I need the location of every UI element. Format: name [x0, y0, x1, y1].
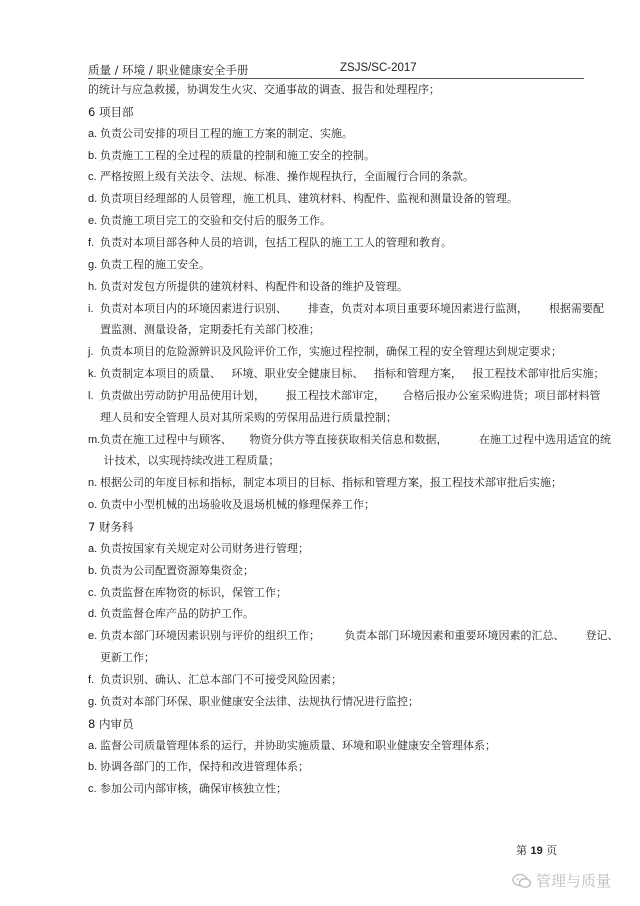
line-text: 负责对本项目部各种人员的培训，包括工程队的施工工人的管理和教育。	[100, 235, 452, 249]
line-text: 6 项目部	[88, 104, 134, 119]
line-text: 理人员和安全管理人员对其所采购的劳保用品进行质量控制；	[100, 410, 397, 424]
text-line	[100, 651, 600, 665]
text-line	[100, 323, 600, 337]
text-line	[88, 127, 588, 141]
text-line	[88, 629, 619, 643]
page-number-prefix: 第	[516, 844, 527, 857]
text-line	[88, 586, 588, 600]
item-marker: o.	[88, 499, 98, 512]
watermark-text: 管理与质量	[536, 872, 612, 890]
text-line	[88, 83, 588, 97]
line-text: 负责对本部门环保、职业健康安全法律、法规执行情况进行监控；	[100, 694, 419, 708]
text-line	[88, 564, 588, 578]
line-text: 计技术，以实现持续改进工程质量；	[100, 454, 280, 468]
line-text: 负责本项目的危险源辨识及风险评价工作，实施过程控制，确保工程的安全管理达到规定要求；	[100, 345, 562, 359]
section-heading	[88, 717, 588, 731]
text-line	[88, 345, 588, 359]
item-marker: b.	[88, 564, 98, 577]
text-line	[88, 607, 588, 621]
line-text: 参加公司内部审核，确保审核独立性；	[100, 782, 287, 796]
text-line	[88, 476, 588, 490]
line-text: 负责按国家有关规定对公司财务进行管理；	[100, 541, 309, 555]
item-marker: c.	[88, 783, 97, 796]
item-marker: d.	[88, 608, 98, 621]
doc-code: ZSJS/SC-2017	[340, 62, 417, 74]
line-text: 负责监督仓库产品的防护工作。	[100, 607, 254, 621]
text-line	[88, 542, 588, 556]
line-text: 负责对本项目内的环境因素进行识别、 排查，负责对本项目重要环境因素进行监测， 根据需要配	[100, 301, 604, 315]
line-text: 负责制定本项目的质量、 环境、职业安全健康目标、 指标和管理方案， 报工程技术部审批后实施；	[100, 367, 605, 381]
text-line	[88, 301, 604, 316]
text-line	[88, 695, 588, 709]
header-divider	[88, 78, 584, 79]
line-text: 监督公司质量管理体系的运行，并协助实施质量、环境和职业健康安全管理体系；	[100, 738, 496, 752]
text-line	[88, 498, 588, 512]
text-line	[88, 170, 588, 184]
item-marker: f.	[88, 236, 95, 249]
item-marker: a.	[88, 739, 98, 752]
item-marker: h.	[88, 280, 98, 293]
line-text: 负责在施工过程中与顾客、 物资分供方等直接获取相关信息和数据， 在施工过程中选用适宜的统	[100, 432, 611, 446]
item-marker: n.	[88, 477, 98, 490]
line-text: 严格按照上级有关法令、法规、标准、操作规程执行，全面履行合同的条款。	[100, 170, 474, 184]
line-text: 根据公司的年度目标和指标，制定本项目的目标、指标和管理方案，报工程技术部审批后实施；	[100, 476, 562, 490]
line-text: 负责为公司配置资源筹集资金；	[100, 563, 254, 577]
page-number	[516, 842, 557, 858]
item-marker: k.	[88, 368, 97, 381]
text-line	[100, 454, 600, 468]
watermark	[512, 870, 611, 891]
text-line	[88, 388, 601, 403]
line-text: 的统计与应急救援，协调发生火灾、交通事故的调查、报告和处理程序；	[88, 83, 440, 96]
line-text: 负责对发包方所提供的建筑材料、构配件和设备的维护及管理。	[100, 279, 408, 293]
text-line	[88, 760, 588, 774]
line-text: 更新工作；	[100, 651, 155, 665]
text-line	[100, 411, 600, 425]
section-heading	[88, 105, 588, 119]
text-line	[88, 782, 588, 796]
wechat-icon	[512, 873, 532, 889]
item-marker: l.	[88, 389, 94, 402]
line-text: 负责施工项目完工的交验和交付后的服务工作。	[100, 214, 331, 228]
item-marker: b.	[88, 761, 98, 774]
line-text: 负责做出劳动防护用品使用计划， 报工程技术部审定， 合格后报办公室采购进货；项目部材料管	[100, 388, 601, 402]
line-text: 负责项目经理部的人员管理，施工机具、建筑材料、构配件、监视和测量设备的管理。	[100, 192, 518, 206]
item-marker: m.	[88, 433, 101, 446]
line-text: 协调各部门的工作，保持和改进管理体系；	[100, 760, 309, 774]
text-line	[88, 673, 588, 687]
item-marker: c.	[88, 171, 97, 184]
item-marker: e.	[88, 215, 98, 228]
text-line	[88, 214, 588, 228]
line-text: 负责施工工程的全过程的质量的控制和施工安全的控制。	[100, 148, 375, 162]
line-text: 7 财务科	[88, 520, 134, 534]
item-marker: g.	[88, 695, 98, 708]
item-marker: a.	[88, 542, 98, 555]
line-text: 负责监督在库物资的标识，保管工作；	[100, 585, 287, 599]
line-text: 负责中小型机械的出场验收及退场机械的修理保养工作；	[100, 498, 375, 512]
line-text: 负责识别、确认、汇总本部门不可接受风险因素；	[100, 672, 342, 686]
text-line	[88, 236, 588, 250]
doc-title: 质量 / 环境 / 职业健康安全手册	[88, 63, 249, 77]
line-text: 负责本部门环境因素识别与评价的组织工作； 负责本部门环境因素和重要环境因素的汇总、 登记、	[100, 629, 619, 643]
page-number-suffix: 页	[546, 844, 558, 857]
text-line	[88, 192, 588, 206]
item-marker: d.	[88, 193, 98, 206]
item-marker: g.	[88, 258, 98, 271]
section-heading	[88, 520, 588, 534]
text-line	[88, 280, 588, 294]
item-marker: b.	[88, 149, 98, 162]
page-number-value: 19	[530, 845, 543, 857]
text-line	[88, 432, 611, 447]
line-text: 负责工程的施工安全。	[100, 257, 210, 271]
line-text: 负责公司安排的项目工程的施工方案的制定、实施。	[100, 126, 353, 140]
text-line	[88, 367, 605, 381]
line-text: 8 内审员	[88, 716, 134, 731]
line-text: 置监测、测量设备，定期委托有关部门校准；	[100, 323, 320, 337]
item-marker: e.	[88, 630, 98, 643]
text-line	[88, 739, 588, 753]
item-marker: j.	[88, 346, 94, 359]
item-marker: f.	[88, 673, 95, 686]
item-marker: i.	[88, 302, 94, 315]
item-marker: a.	[88, 127, 98, 140]
text-line	[88, 149, 588, 163]
text-line	[88, 258, 588, 272]
item-marker: c.	[88, 586, 97, 599]
